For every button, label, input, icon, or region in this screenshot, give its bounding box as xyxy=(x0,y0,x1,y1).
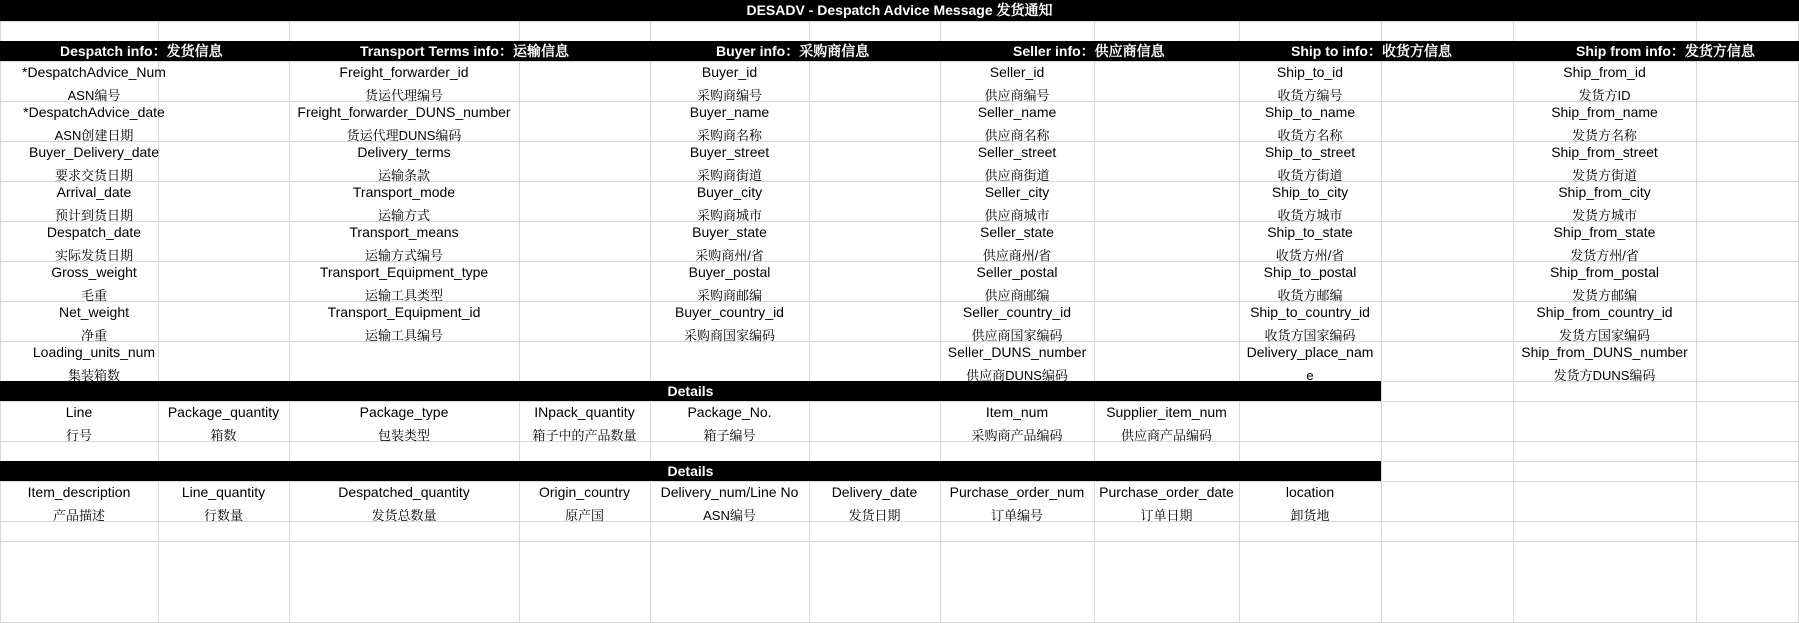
field-label-zh: 运输方式 xyxy=(377,208,430,223)
field-name: Ship_from_country_id xyxy=(1536,304,1673,320)
field-label-zh: 运输工具类型 xyxy=(364,288,443,303)
field-label-zh: 卸货地 xyxy=(1290,508,1330,523)
field-name: Despatched_quantity xyxy=(338,484,470,500)
section-header: Seller info：供应商信息 xyxy=(1013,43,1165,59)
field-cell[interactable] xyxy=(519,481,650,527)
field-label-zh: 采购商州/省 xyxy=(695,248,764,263)
field-name: Package_quantity xyxy=(167,404,280,420)
field-name: Line_quantity xyxy=(181,484,266,500)
field-name: *DespatchAdvice_date xyxy=(23,104,165,120)
field-label-zh: 运输方式编号 xyxy=(364,248,443,263)
field-name: Ship_from_id xyxy=(1563,64,1646,80)
field-name: Ship_to_id xyxy=(1276,64,1344,80)
field-name: Seller_id xyxy=(989,64,1045,80)
field-name: Net_weight xyxy=(58,304,130,320)
field-name: Ship_from_state xyxy=(1553,224,1656,240)
field-label-zh: 收货方国家编码 xyxy=(1264,328,1356,343)
field-label-zh: 行数量 xyxy=(203,508,243,523)
field-name: Freight_forwarder_id xyxy=(339,64,469,80)
field-label-zh: 箱子编号 xyxy=(703,428,756,443)
section-header: Ship from info：发货方信息 xyxy=(1576,43,1755,59)
field-label-zh: 采购商城市 xyxy=(696,208,762,223)
field-label-zh: 运输条款 xyxy=(377,168,430,183)
field-cell[interactable] xyxy=(0,341,188,387)
field-cell[interactable] xyxy=(289,481,519,527)
field-label-zh: 发货日期 xyxy=(848,508,901,523)
details-title-2: Details xyxy=(667,463,714,479)
field-name: Freight_forwarder_DUNS_number xyxy=(297,104,511,120)
field-name: Package_No. xyxy=(687,404,772,420)
details-title-1: Details xyxy=(667,383,714,399)
title-bar xyxy=(0,0,1799,21)
field-label-zh: 收货方州/省 xyxy=(1275,248,1345,263)
field-name: Transport_Equipment_type xyxy=(319,264,489,280)
field-label-zh: 行号 xyxy=(65,428,92,443)
field-label-zh: 供应商城市 xyxy=(984,208,1050,223)
field-cell[interactable] xyxy=(940,401,1094,447)
field-cell[interactable] xyxy=(1239,481,1381,527)
details-band-1 xyxy=(0,381,1381,401)
field-label-zh: 发货方州/省 xyxy=(1570,248,1639,263)
field-label-zh: 发货方ID xyxy=(1578,88,1631,103)
field-name: Purchase_order_date xyxy=(1099,484,1234,500)
field-name: Seller_street xyxy=(977,144,1057,160)
field-label-zh: 发货方城市 xyxy=(1571,208,1637,223)
field-label-zh: 发货方DUNS编码 xyxy=(1553,368,1656,383)
field-name: Loading_units_num xyxy=(32,344,156,360)
field-label-zh: 供应商州/省 xyxy=(982,248,1052,263)
field-label-zh: 订单编号 xyxy=(990,508,1043,523)
section-header: Ship to info：收货方信息 xyxy=(1291,43,1452,59)
field-cell[interactable] xyxy=(809,481,940,527)
field-label-zh: 收货方编号 xyxy=(1277,88,1343,103)
grid-column-line xyxy=(1696,0,1697,623)
field-label-zh: e xyxy=(1306,368,1314,383)
field-label-zh: 采购商邮编 xyxy=(696,288,762,303)
field-cell[interactable] xyxy=(1513,341,1696,387)
field-label-zh: 订单日期 xyxy=(1140,508,1193,523)
field-name: Ship_from_street xyxy=(1551,144,1658,160)
field-name: Ship_to_postal xyxy=(1263,264,1357,280)
field-label-zh: 实际发货日期 xyxy=(54,248,133,263)
field-label-zh: 发货方名称 xyxy=(1571,128,1637,143)
grid-row-line xyxy=(0,541,1799,542)
field-label-zh: 供应商DUNS编码 xyxy=(966,368,1068,383)
field-name: Buyer_city xyxy=(696,184,763,200)
field-label-zh: 采购商编号 xyxy=(696,88,762,103)
field-name: Buyer_id xyxy=(701,64,758,80)
field-label-zh: 供应商产品编码 xyxy=(1120,428,1212,443)
section-header: Buyer info：采购商信息 xyxy=(716,43,870,59)
field-name: Delivery_terms xyxy=(357,144,451,160)
section-header: Transport Terms info：运输信息 xyxy=(360,43,569,59)
field-cell[interactable] xyxy=(0,481,158,527)
field-label-zh: 供应商邮编 xyxy=(984,288,1050,303)
field-cell[interactable] xyxy=(650,401,809,447)
field-cell[interactable] xyxy=(158,401,289,447)
field-label-zh: 箱子中的产品数量 xyxy=(532,428,637,443)
grid-column-line xyxy=(519,0,520,623)
field-label-zh: 采购商名称 xyxy=(696,128,762,143)
field-name: Ship_from_DUNS_number xyxy=(1521,344,1688,360)
field-name: Package_type xyxy=(359,404,449,420)
field-label-zh: 发货方国家编码 xyxy=(1558,328,1650,343)
field-label-zh: 采购商国家编码 xyxy=(683,328,775,343)
field-cell[interactable] xyxy=(1094,481,1239,527)
field-label-zh: 产品描述 xyxy=(52,508,105,523)
field-label-zh: 货运代理编号 xyxy=(364,88,443,103)
section-header: Despatch info：发货信息 xyxy=(60,43,223,59)
field-name: Buyer_street xyxy=(689,144,770,160)
grid-column-line xyxy=(1094,0,1095,623)
field-name: Buyer_postal xyxy=(688,264,771,280)
field-label-zh: 要求交货日期 xyxy=(54,168,133,183)
field-label-zh: 采购商产品编码 xyxy=(971,428,1063,443)
field-name: Delivery_num/Line No xyxy=(660,484,799,500)
field-cell[interactable] xyxy=(158,481,289,527)
sheet-title: DESADV - Despatch Advice Message 发货通知 xyxy=(746,2,1053,18)
field-label-zh: 收货方城市 xyxy=(1277,208,1343,223)
field-name: Ship_to_city xyxy=(1271,184,1349,200)
field-name: Seller_name xyxy=(977,104,1057,120)
field-name: Item_description xyxy=(27,484,131,500)
field-name: Ship_to_street xyxy=(1264,144,1356,160)
field-cell[interactable] xyxy=(0,401,158,447)
grid-column-line xyxy=(809,0,810,623)
field-name: Ship_to_state xyxy=(1267,224,1353,240)
field-name: Line xyxy=(65,404,93,420)
field-name: INpack_quantity xyxy=(534,404,635,420)
field-name: Ship_to_country_id xyxy=(1250,304,1370,320)
field-name: Ship_from_city xyxy=(1558,184,1651,200)
field-name: Ship_from_name xyxy=(1551,104,1658,120)
field-name: Transport_mode xyxy=(352,184,456,200)
field-label-zh: 发货总数量 xyxy=(371,508,437,523)
field-label-zh: ASN创建日期 xyxy=(54,128,134,143)
field-label-zh: 采购商街道 xyxy=(696,168,762,183)
field-name: Arrival_date xyxy=(56,184,132,200)
field-name: Purchase_order_num xyxy=(949,484,1085,500)
field-cell[interactable] xyxy=(289,301,519,347)
field-label-zh: 货运代理DUNS编码 xyxy=(346,128,462,143)
field-label-zh: 包装类型 xyxy=(377,428,430,443)
field-name: Origin_country xyxy=(538,484,631,500)
field-label-zh: ASN编号 xyxy=(67,88,121,103)
field-cell[interactable] xyxy=(650,481,809,527)
field-name: Seller_state xyxy=(980,224,1054,240)
field-label-zh: 发货方邮编 xyxy=(1571,288,1637,303)
field-name: Despatch_date xyxy=(46,224,142,240)
field-label-zh: 运输工具编号 xyxy=(364,328,443,343)
field-label-zh: 预计到货日期 xyxy=(54,208,133,223)
field-label-zh: 集装箱数 xyxy=(67,368,120,383)
field-name: Transport_means xyxy=(349,224,459,240)
field-label-zh: 发货方街道 xyxy=(1571,168,1637,183)
section-header-band xyxy=(0,41,1799,61)
field-name: Ship_from_postal xyxy=(1550,264,1659,280)
field-cell[interactable] xyxy=(940,341,1094,387)
grid-row-line xyxy=(0,21,1799,22)
field-label-zh: 净重 xyxy=(80,328,107,343)
field-name: Buyer_country_id xyxy=(675,304,784,320)
field-name: Buyer_name xyxy=(689,104,770,120)
field-label-zh: 供应商编号 xyxy=(984,88,1050,103)
field-label-zh: 供应商国家编码 xyxy=(971,328,1063,343)
field-name: Transport_Equipment_id xyxy=(327,304,481,320)
field-label-zh: ASN编号 xyxy=(703,508,756,523)
details-band-2 xyxy=(0,461,1381,481)
field-cell[interactable] xyxy=(519,401,650,447)
field-label-zh: 箱数 xyxy=(210,428,237,443)
field-cell[interactable] xyxy=(1094,401,1239,447)
field-label-zh: 收货方名称 xyxy=(1277,128,1343,143)
field-label-zh: 原产国 xyxy=(564,508,604,523)
field-label-zh: 收货方邮编 xyxy=(1277,288,1343,303)
field-cell[interactable] xyxy=(289,401,519,447)
field-name: Delivery_date xyxy=(831,484,918,500)
field-name: Ship_to_name xyxy=(1264,104,1356,120)
field-cell[interactable] xyxy=(1239,341,1381,387)
field-name: Seller_city xyxy=(984,184,1050,200)
field-cell[interactable] xyxy=(940,481,1094,527)
field-name: Gross_weight xyxy=(51,264,137,280)
field-name: Item_num xyxy=(985,404,1049,420)
field-name: Buyer_state xyxy=(692,224,767,240)
field-name: Seller_country_id xyxy=(962,304,1072,320)
field-name: Supplier_item_num xyxy=(1106,404,1227,420)
field-name: Buyer_Delivery_date xyxy=(29,144,159,160)
field-name: Seller_postal xyxy=(976,264,1058,280)
field-label-zh: 收货方街道 xyxy=(1277,168,1343,183)
field-label-zh: 供应商名称 xyxy=(984,128,1050,143)
field-label-zh: 毛重 xyxy=(80,288,107,303)
grid-column-line xyxy=(1381,0,1382,623)
field-name: *DespatchAdvice_Num xyxy=(22,64,166,80)
field-label-zh: 供应商街道 xyxy=(984,168,1050,183)
field-cell[interactable] xyxy=(650,301,809,347)
field-name: Delivery_place_nam xyxy=(1246,344,1374,360)
field-name: Seller_DUNS_number xyxy=(947,344,1087,360)
field-name: location xyxy=(1285,484,1335,500)
